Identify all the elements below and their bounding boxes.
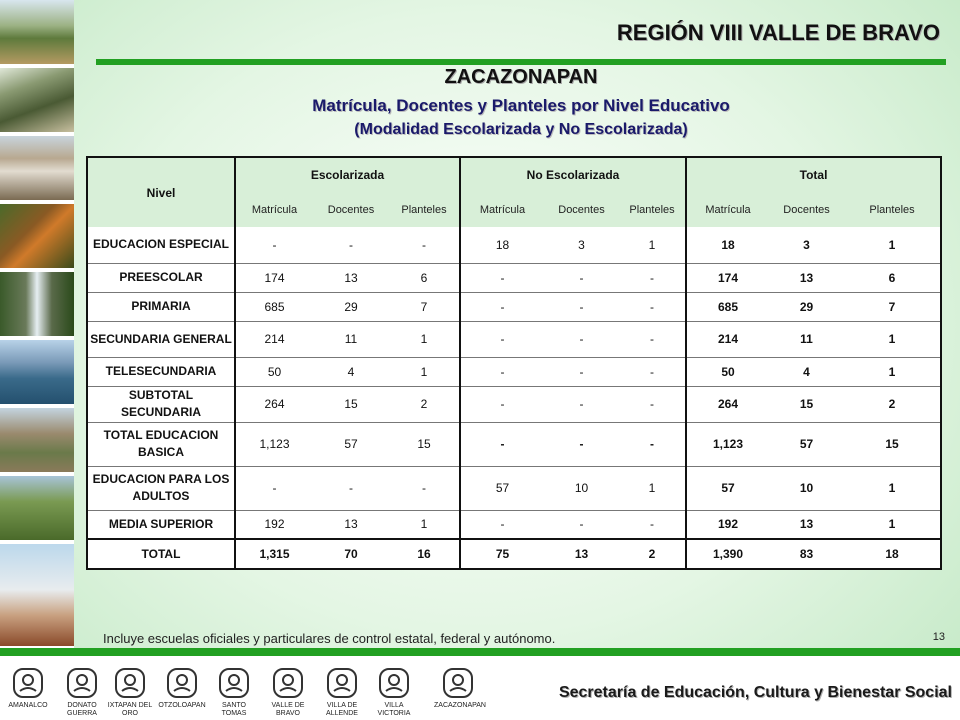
total-label: TOTAL	[87, 539, 235, 569]
total-cell: 13	[544, 539, 619, 569]
table-cell: 685	[235, 292, 313, 321]
table-cell: 174	[686, 263, 769, 292]
mountain-photo	[0, 408, 74, 476]
table-cell: 57	[769, 422, 844, 466]
table-cell: 4	[313, 357, 389, 386]
table-cell: 57	[313, 422, 389, 466]
table-row	[87, 422, 941, 466]
table-cell: 13	[769, 263, 844, 292]
table-cell: 6	[844, 263, 941, 292]
table-cell: 3	[769, 227, 844, 263]
butterfly-photo	[0, 204, 74, 272]
table-cell: -	[619, 386, 686, 422]
table-cell: 10	[769, 466, 844, 510]
table-cell: 13	[769, 510, 844, 539]
total-cell: 83	[769, 539, 844, 569]
landscape-photo	[0, 0, 74, 68]
table-row	[87, 263, 941, 292]
row-label: PREESCOLAR	[87, 263, 235, 292]
table-cell: 57	[686, 466, 769, 510]
table-cell: -	[460, 263, 544, 292]
municipality-name: VALLE DE BRAVO	[271, 702, 305, 717]
table-cell: 192	[686, 510, 769, 539]
municipality-title: ZACAZONAPAN	[444, 66, 598, 88]
table-cell: 29	[313, 292, 389, 321]
footer-divider	[0, 648, 960, 656]
table-cell: 15	[769, 386, 844, 422]
table-cell: 1	[844, 357, 941, 386]
table-cell: -	[544, 510, 619, 539]
total-cell: 18	[844, 539, 941, 569]
table-cell: 1	[389, 510, 460, 539]
table-cell: 11	[313, 321, 389, 357]
table-cell: -	[389, 227, 460, 263]
row-label: TOTAL EDUCACION BASICA	[87, 422, 235, 466]
table-cell: -	[619, 510, 686, 539]
table-cell: 4	[769, 357, 844, 386]
forest-photo	[0, 68, 74, 136]
table-cell: -	[313, 466, 389, 510]
table-cell: 13	[313, 263, 389, 292]
table-cell: 15	[844, 422, 941, 466]
lake-photo	[0, 340, 74, 408]
table-cell: 7	[389, 292, 460, 321]
ixtapan-del-oro-glyph-icon	[113, 666, 147, 700]
table-cell: 2	[389, 386, 460, 422]
table-cell: 214	[686, 321, 769, 357]
church-photo	[0, 544, 74, 650]
subheader-cell: Docentes	[544, 192, 619, 227]
table-cell: 1	[844, 510, 941, 539]
row-label: PRIMARIA	[87, 292, 235, 321]
donato-guerra-glyph-icon	[65, 666, 99, 700]
municipality-glyph	[264, 666, 312, 718]
group-header-escolarizada: Escolarizada	[235, 157, 460, 192]
subheader-cell: Planteles	[619, 192, 686, 227]
municipality-name: ZACAZONAPAN	[434, 702, 486, 709]
row-label: TELESECUNDARIA	[87, 357, 235, 386]
total-cell: 70	[313, 539, 389, 569]
table-cell: -	[619, 357, 686, 386]
footer	[0, 656, 960, 720]
subheader-cell: Planteles	[389, 192, 460, 227]
municipality-glyph	[58, 666, 106, 718]
page-number: 13	[932, 631, 945, 643]
table-cell: 15	[313, 386, 389, 422]
table-cell: -	[460, 357, 544, 386]
region-title: REGIÓN VIII VALLE DE BRAVO	[616, 20, 940, 45]
table-cell: 7	[844, 292, 941, 321]
subheader-cell: Matrícula	[235, 192, 313, 227]
group-header-total: Total	[686, 157, 941, 192]
table-cell: 6	[389, 263, 460, 292]
subheader-cell: Docentes	[313, 192, 389, 227]
table-cell: 1	[844, 321, 941, 357]
row-label: SUBTOTAL SECUNDARIA	[87, 386, 235, 422]
municipality-glyph	[434, 666, 486, 710]
group-header-no-escolarizada: No Escolarizada	[460, 157, 686, 192]
valle-de-bravo-glyph-icon	[271, 666, 305, 700]
municipality-glyph	[4, 666, 52, 710]
table-cell: 1	[619, 466, 686, 510]
municipality-name: AMANALCO	[8, 702, 48, 709]
table-row	[87, 357, 941, 386]
subheader-cell: Matrícula	[686, 192, 769, 227]
photo-strip	[0, 0, 74, 650]
zacazonapan-glyph-icon	[441, 666, 475, 700]
table-cell: -	[460, 321, 544, 357]
table-cell: 174	[235, 263, 313, 292]
municipality-name: DONATO GUERRA	[67, 702, 97, 717]
table-cell: -	[544, 292, 619, 321]
table-cell: 685	[686, 292, 769, 321]
municipality-name: SANTO TOMAS	[221, 702, 247, 717]
header-divider	[96, 59, 946, 65]
table-cell: -	[544, 263, 619, 292]
municipality-glyph	[210, 666, 258, 718]
municipality-glyph	[106, 666, 154, 718]
table-cell: 1	[389, 321, 460, 357]
table-cell: 50	[686, 357, 769, 386]
table-cell: -	[544, 422, 619, 466]
total-cell: 2	[619, 539, 686, 569]
row-label: SECUNDARIA GENERAL	[87, 321, 235, 357]
total-cell: 1,315	[235, 539, 313, 569]
table-cell: -	[313, 227, 389, 263]
table-cell: -	[235, 466, 313, 510]
table-cell: 214	[235, 321, 313, 357]
table-cell: -	[460, 386, 544, 422]
row-label: EDUCACION ESPECIAL	[87, 227, 235, 263]
table-cell: 29	[769, 292, 844, 321]
villa-de-allende-glyph-icon	[325, 666, 359, 700]
nivel-header: Nivel	[87, 157, 235, 227]
villa-victoria-glyph-icon	[377, 666, 411, 700]
table-cell: 3	[544, 227, 619, 263]
row-label: EDUCACION PARA LOS ADULTOS	[87, 466, 235, 510]
table-cell: 192	[235, 510, 313, 539]
table-cell: -	[460, 292, 544, 321]
table-row	[87, 292, 941, 321]
table-cell: 1	[619, 227, 686, 263]
amanalco-glyph-icon	[11, 666, 45, 700]
page-subtitle: Matrícula, Docentes y Planteles por Nivel Educativo	[312, 96, 730, 115]
subheader-cell: Planteles	[844, 192, 941, 227]
total-row	[87, 539, 941, 569]
table-cell: 11	[769, 321, 844, 357]
subheader-cell: Matrícula	[460, 192, 544, 227]
table-cell: -	[544, 321, 619, 357]
table-row	[87, 227, 941, 263]
row-label: MEDIA SUPERIOR	[87, 510, 235, 539]
table-cell: 18	[460, 227, 544, 263]
municipality-glyph	[158, 666, 206, 710]
total-cell: 16	[389, 539, 460, 569]
table-row	[87, 510, 941, 539]
secretaria-title: Secretaría de Educación, Cultura y Bienestar Social	[558, 684, 952, 701]
table-cell: -	[544, 386, 619, 422]
table-cell: 1	[844, 227, 941, 263]
municipality-name: VILLA DE ALLENDE	[326, 702, 358, 717]
table-row	[87, 386, 941, 422]
table-cell: -	[619, 292, 686, 321]
waterfall-photo	[0, 272, 74, 340]
municipality-glyph	[318, 666, 366, 718]
street-photo	[0, 136, 74, 204]
otzoloapan-glyph-icon	[165, 666, 199, 700]
table-cell: 13	[313, 510, 389, 539]
municipality-name: OTZOLOAPAN	[158, 702, 206, 709]
table-cell: -	[619, 321, 686, 357]
table-cell: -	[460, 422, 544, 466]
table-cell: -	[544, 357, 619, 386]
santo-tomas-glyph-icon	[217, 666, 251, 700]
table-cell: -	[619, 263, 686, 292]
table-cell: 2	[844, 386, 941, 422]
subheader-cell: Docentes	[769, 192, 844, 227]
table-cell: 15	[389, 422, 460, 466]
table-cell: 1,123	[686, 422, 769, 466]
page-subtitle-modality: (Modalidad Escolarizada y No Escolarizada)	[354, 121, 688, 138]
table-cell: -	[235, 227, 313, 263]
municipality-glyph	[370, 666, 418, 718]
table-cell: 264	[686, 386, 769, 422]
table-row	[87, 466, 941, 510]
table-cell: 1,123	[235, 422, 313, 466]
table-cell: 1	[844, 466, 941, 510]
table-cell: 18	[686, 227, 769, 263]
total-cell: 1,390	[686, 539, 769, 569]
municipality-name: IXTAPAN DEL ORO	[107, 702, 153, 717]
table-cell: -	[460, 510, 544, 539]
table-row	[87, 321, 941, 357]
table-cell: 50	[235, 357, 313, 386]
table-cell: -	[389, 466, 460, 510]
table-cell: 1	[389, 357, 460, 386]
municipality-name: VILLA VICTORIA	[377, 702, 411, 717]
total-cell: 75	[460, 539, 544, 569]
table-cell: 10	[544, 466, 619, 510]
table-cell: -	[619, 422, 686, 466]
table-cell: 57	[460, 466, 544, 510]
footnote: Incluye escuelas oficiales y particulares de control estatal, federal y autónomo.	[103, 631, 556, 646]
enrollment-table	[86, 156, 942, 570]
table-cell: 264	[235, 386, 313, 422]
tree-photo	[0, 476, 74, 544]
